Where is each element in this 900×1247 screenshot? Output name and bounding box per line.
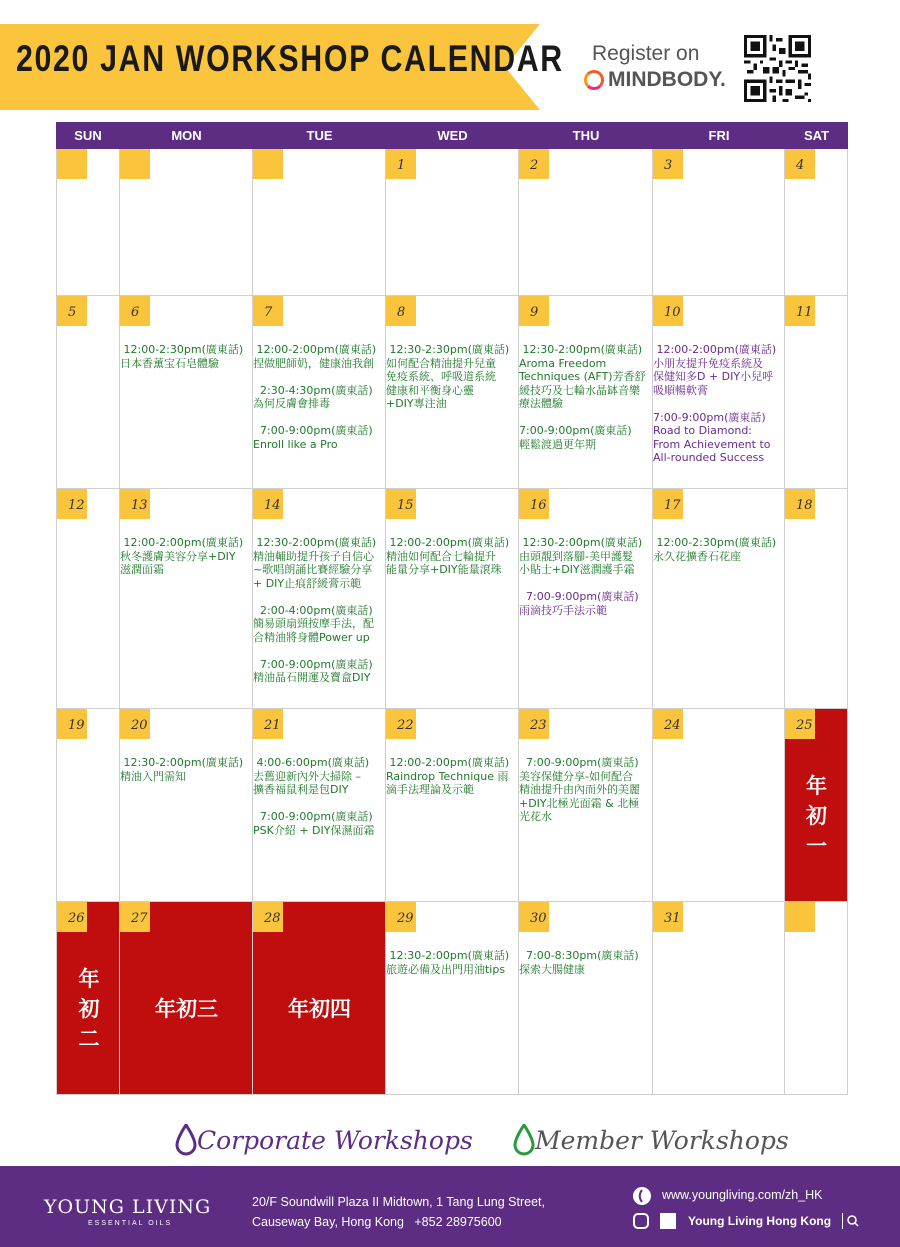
holiday-label: 年初四: [288, 996, 351, 1021]
day-number-badge: 20: [120, 709, 150, 739]
calendar-grid: [56, 122, 848, 1095]
day-number-badge: 28: [253, 902, 283, 932]
day-cell: [120, 296, 253, 489]
workshop-event[interactable]: 12:30-2:00pm(廣東話) 由頭靚到落腳-美甲護髮 小貼士+DIY滋潤護手霜: [519, 536, 643, 576]
weekday-header: [56, 122, 848, 149]
day-number-badge: 23: [519, 709, 549, 739]
search-icon[interactable]: [842, 1213, 863, 1229]
day-number-badge: 16: [519, 489, 549, 519]
day-number-badge: [253, 149, 283, 179]
workshop-event[interactable]: 12:30-2:00pm(廣東話) 精油入門需知: [120, 756, 244, 783]
logo-subtitle: ESSENTIAL OILS: [88, 1220, 173, 1227]
day-cell: [519, 149, 653, 296]
day-number-badge: 24: [653, 709, 683, 739]
day-number-badge: [120, 149, 150, 179]
day-cell: [519, 902, 653, 1095]
legend-member-label: Member Workshops: [535, 1125, 789, 1155]
day-number-badge: 17: [653, 489, 683, 519]
day-cell: [56, 902, 120, 1095]
day-cell: [56, 149, 120, 296]
day-cell: [56, 489, 120, 709]
day-cell: [386, 149, 519, 296]
day-number-badge: 22: [386, 709, 416, 739]
day-cell: [120, 709, 253, 902]
workshop-event[interactable]: 12:00-2:00pm(廣東話) 精油如何配合七輪提升 能量分享+DIY能量滾珠: [386, 536, 510, 576]
day-cell: [519, 296, 653, 489]
weekday-thu: THU: [572, 128, 600, 143]
day-number-badge: 21: [253, 709, 283, 739]
weekday-sat: SAT: [803, 128, 830, 143]
day-number-badge: 13: [120, 489, 150, 519]
weekday-sun: SUN: [74, 128, 102, 143]
day-number-badge: 3: [653, 149, 683, 179]
holiday-label: 年初三: [155, 996, 218, 1021]
workshop-event[interactable]: 7:00-8:30pm(廣東話) 探索大腸健康: [519, 949, 639, 976]
workshop-event[interactable]: 12:30-2:00pm(廣東話) 旅遊必備及出門用油tips: [386, 949, 510, 976]
day-number-badge: 9: [519, 296, 549, 326]
workshop-event[interactable]: 12:00-2:00pm(廣東話) Raindrop Technique 雨 滴手法理論及示範: [386, 756, 510, 796]
day-cell: [785, 489, 848, 709]
weekday-tue: TUE: [306, 128, 333, 143]
day-cell: [519, 709, 653, 902]
legend-corporate: [175, 1124, 473, 1156]
day-cell: [56, 709, 120, 902]
workshop-event[interactable]: 7:00-9:00pm(廣東話) 美容保健分享-如何配合 精油提升由內而外的美麗 +DIY北極光面霜 & 北極 光花水: [519, 756, 640, 823]
day-cell: [253, 296, 386, 489]
workshop-event[interactable]: 12:30-2:00pm(廣東話) Aroma Freedom Techniques (AFT)芳香舒 緩技巧及七輪水晶缽音樂 療法體驗 7:00-9:00pm(廣東話) 輕鬆渡過更年期: [519, 343, 646, 451]
workshop-event[interactable]: 12:00-2:00pm(廣東話) 捏做肥師奶，健康油我創 2:30-4:30pm(廣東話) 為何反膚會排毒 7:00-9:00pm(廣東話) Enroll like a Pro: [253, 343, 377, 451]
day-cell: [386, 709, 519, 902]
day-number-badge: 5: [57, 296, 87, 326]
day-number-badge: 2: [519, 149, 549, 179]
young-living-logo: YOUNG LIVING: [44, 1196, 212, 1218]
holiday-label: 年 初 二: [78, 966, 100, 1051]
day-number-badge: 18: [785, 489, 815, 519]
day-number-badge: 11: [785, 296, 815, 326]
day-number-badge: 31: [653, 902, 683, 932]
workshop-event[interactable]: 12:00-2:00pm(廣東話) 秋冬護膚美容分享+DIY 滋潤面霜: [120, 536, 244, 576]
workshop-event[interactable]: 7:00-9:00pm(廣東話) 雨滴技巧手法示範: [519, 590, 639, 617]
day-number-badge: 10: [653, 296, 683, 326]
day-cell: [120, 489, 253, 709]
workshop-event[interactable]: 4:00-6:00pm(廣東話) 去舊迎新內外大掃除 – 擴香福鼠利是包DIY 7:00-9:00pm(廣東話) PSK介紹 + DIY保濕面霜: [253, 756, 375, 837]
footer: [0, 1166, 900, 1247]
day-cell: [653, 902, 785, 1095]
day-cell: [785, 902, 848, 1095]
day-number-badge: [785, 902, 815, 932]
day-cell: [56, 296, 120, 489]
register-label: Register on: [592, 42, 700, 65]
day-number-badge: 7: [253, 296, 283, 326]
day-number-badge: 27: [120, 902, 150, 932]
day-cell: [386, 489, 519, 709]
weekday-fri: FRI: [708, 128, 730, 143]
website-link[interactable]: www.youngliving.com/zh_HK: [662, 1188, 823, 1202]
workshop-event[interactable]: 12:00-2:00pm(廣東話) 小朋友提升免疫系統及 保健知多D + DIY小兒呼 吸順暢軟膏 7:00-9:00pm(廣東話) Road to Diamond: From Achievement to All-rounded Success: [653, 343, 777, 464]
day-cell: [653, 489, 785, 709]
day-number-badge: 6: [120, 296, 150, 326]
legend-corporate-label: Corporate Workshops: [197, 1125, 473, 1155]
day-number-badge: [57, 149, 87, 179]
day-cell: [253, 489, 386, 709]
page-title: 2020 JAN WORKSHOP CALENDAR: [16, 38, 564, 79]
day-cell: [785, 709, 848, 902]
footer-address: 20/F Soundwill Plaza II Midtown, 1 Tang Lung Street, Causeway Bay, Hong Kong +852 28975600: [252, 1195, 545, 1229]
day-cell: [386, 296, 519, 489]
day-number-badge: 26: [57, 902, 87, 932]
day-cell: [253, 149, 386, 296]
day-number-badge: 14: [253, 489, 283, 519]
day-number-badge: 15: [386, 489, 416, 519]
day-number-badge: 30: [519, 902, 549, 932]
globe-icon: [632, 1186, 652, 1206]
weekday-wed: WED: [437, 128, 468, 143]
workshop-event[interactable]: 12:30-2:00pm(廣東話) 精油輔助提升孩子自信心 ~歌唱朗誦比賽經驗分享 + DIY止痕舒緩膏示範 2:00-4:00pm(廣東話) 簡易頭扇頸按摩手法，配 合精油將身體Power up 7:00-9:00pm(廣東話) 精油晶石開運及寶盒DIY: [253, 536, 377, 684]
day-number-badge: 19: [57, 709, 87, 739]
day-number-badge: 29: [386, 902, 416, 932]
day-number-badge: 25: [785, 709, 815, 739]
workshop-event[interactable]: 12:00-2:30pm(廣東話) 永久花擴香石花座: [653, 536, 777, 563]
day-cell: [653, 296, 785, 489]
mindbody-label: MINDBODY.: [608, 68, 726, 91]
mindbody-icon: [584, 70, 604, 90]
day-cell: [785, 296, 848, 489]
day-number-badge: 8: [386, 296, 416, 326]
mindbody-logo[interactable]: [584, 68, 726, 92]
workshop-event[interactable]: 12:30-2:30pm(廣東話) 如何配合精油提升兒童 免疫系統、呼吸道系統 健康和平衡身心靈 +DIY專注油: [386, 343, 510, 410]
weekday-mon: MON: [171, 128, 202, 143]
day-number-badge: 1: [386, 149, 416, 179]
day-number-badge: 4: [785, 149, 815, 179]
day-cell: [120, 149, 253, 296]
holiday-label: 年 初 一: [806, 773, 827, 858]
day-cell: [785, 149, 848, 296]
facebook-icon[interactable]: [660, 1213, 676, 1229]
day-cell: [386, 902, 519, 1095]
workshop-event[interactable]: 12:00-2:30pm(廣東話) 日本香薰宝石皂體驗: [120, 343, 244, 370]
day-cell: [653, 149, 785, 296]
facebook-page-name[interactable]: Young Living Hong Kong: [688, 1214, 832, 1228]
qr-code-icon[interactable]: [744, 35, 811, 102]
green-drop-icon: [513, 1124, 535, 1156]
day-cell: [519, 489, 653, 709]
day-cell: [253, 709, 386, 902]
instagram-icon[interactable]: [633, 1213, 649, 1229]
day-cell: [253, 902, 386, 1095]
purple-drop-icon: [175, 1124, 197, 1156]
day-cell: [653, 709, 785, 902]
day-number-badge: 12: [57, 489, 87, 519]
day-cell: [120, 902, 253, 1095]
legend-member: [513, 1124, 789, 1156]
